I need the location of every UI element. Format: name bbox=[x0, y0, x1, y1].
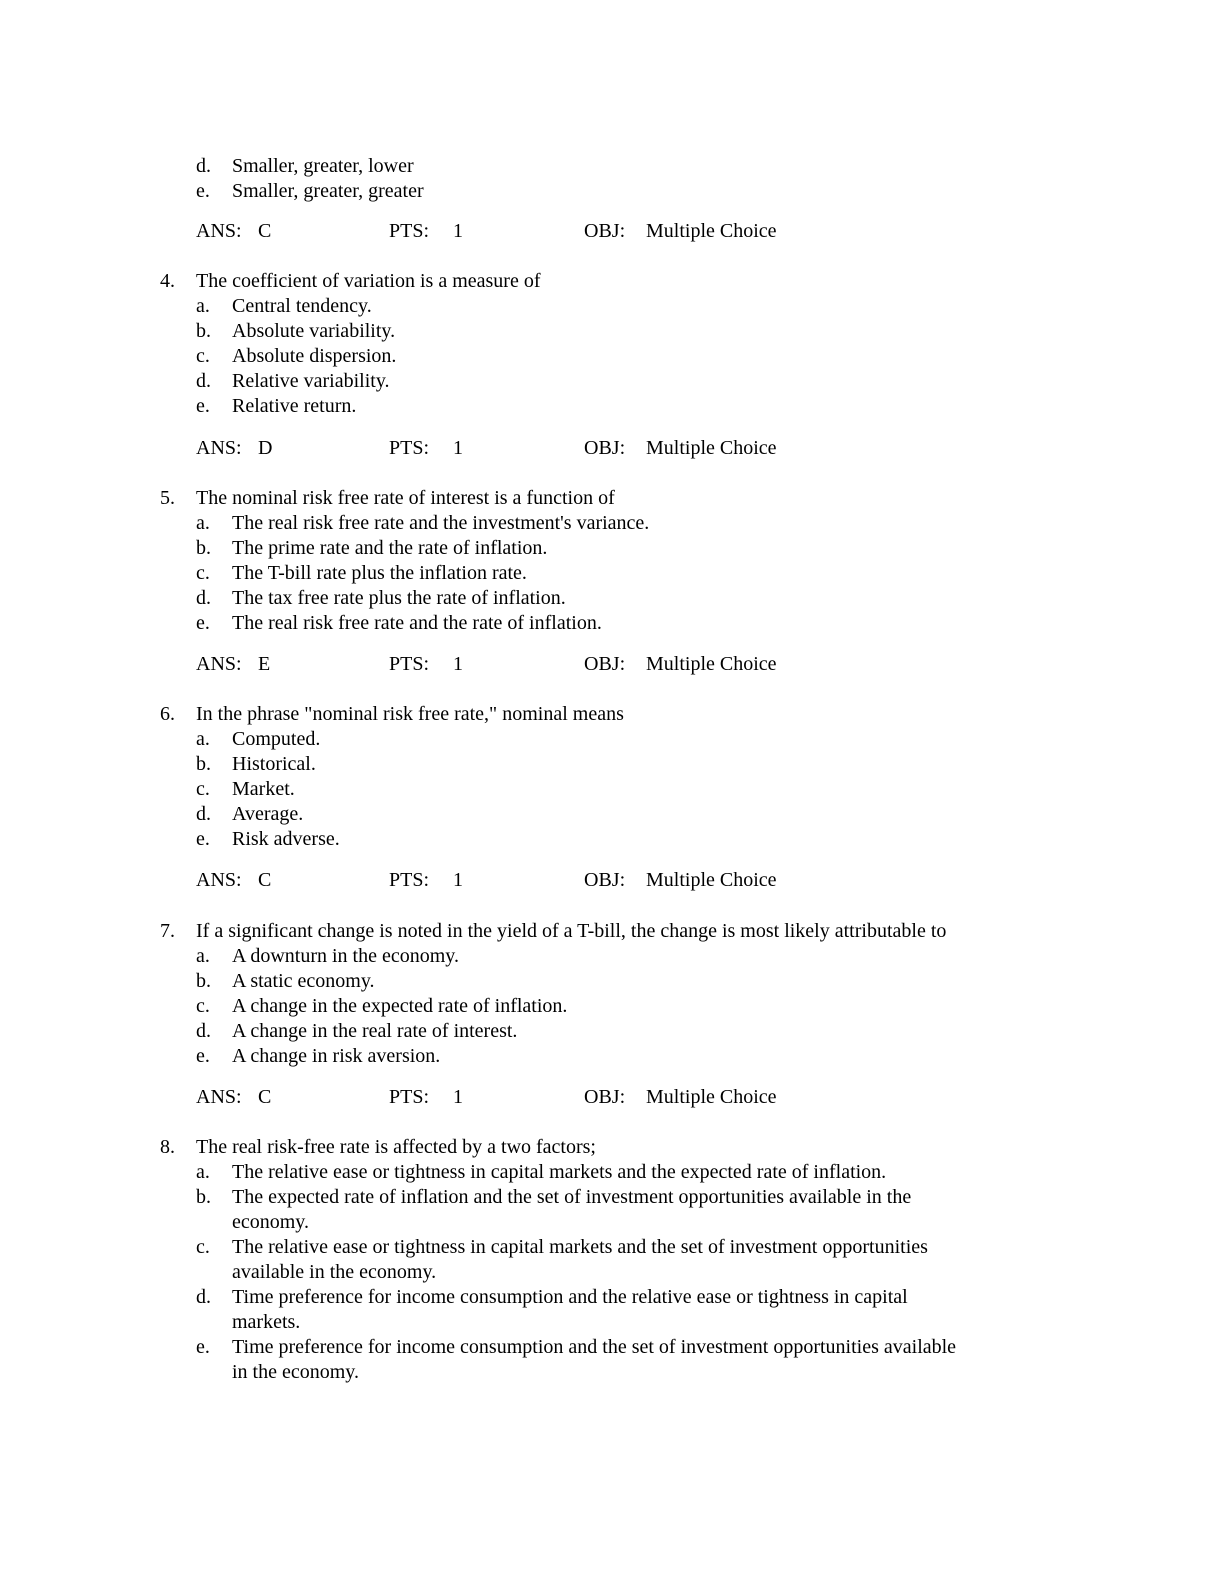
option-letter: c. bbox=[196, 562, 210, 584]
option-letter: d. bbox=[196, 155, 211, 177]
option-letter: c. bbox=[196, 1236, 210, 1258]
option-letter: a. bbox=[196, 512, 210, 534]
question-number: 8. bbox=[160, 1136, 175, 1158]
option-text: Central tendency. bbox=[232, 295, 372, 317]
option-text: Average. bbox=[232, 803, 304, 825]
option-text: Time preference for income consumption and the relative ease or tightness in capital bbox=[232, 1286, 908, 1308]
option-text: Absolute variability. bbox=[232, 320, 396, 342]
option-letter: a. bbox=[196, 1161, 210, 1183]
option-text: Historical. bbox=[232, 753, 316, 775]
question-number: 4. bbox=[160, 270, 175, 292]
option-letter: e. bbox=[196, 1045, 210, 1067]
option-letter: c. bbox=[196, 995, 210, 1017]
obj-value: Multiple Choice bbox=[646, 1086, 777, 1108]
option-text: Absolute dispersion. bbox=[232, 345, 397, 367]
question-text: In the phrase "nominal risk free rate," nominal means bbox=[196, 703, 624, 725]
pts-value: 1 bbox=[453, 220, 463, 242]
option-text: The relative ease or tightness in capital markets and the expected rate of inflation. bbox=[232, 1161, 887, 1183]
option-letter: e. bbox=[196, 612, 210, 634]
option-text-continued: economy. bbox=[232, 1211, 310, 1233]
obj-label: OBJ: bbox=[584, 869, 626, 891]
obj-value: Multiple Choice bbox=[646, 653, 777, 675]
option-text-continued: available in the economy. bbox=[232, 1261, 437, 1283]
option-text: Risk adverse. bbox=[232, 828, 340, 850]
option-text: Relative variability. bbox=[232, 370, 390, 392]
question-number: 6. bbox=[160, 703, 175, 725]
option-text: The real risk free rate and the investment's variance. bbox=[232, 512, 650, 534]
pts-value: 1 bbox=[453, 1086, 463, 1108]
option-letter: a. bbox=[196, 295, 210, 317]
option-text: The prime rate and the rate of inflation. bbox=[232, 537, 548, 559]
option-letter: c. bbox=[196, 778, 210, 800]
obj-label: OBJ: bbox=[584, 653, 626, 675]
ans-label: ANS: bbox=[196, 437, 242, 459]
obj-label: OBJ: bbox=[584, 1086, 626, 1108]
obj-label: OBJ: bbox=[584, 220, 626, 242]
option-text: Smaller, greater, greater bbox=[232, 180, 424, 202]
obj-value: Multiple Choice bbox=[646, 869, 777, 891]
ans-value: D bbox=[258, 437, 273, 459]
option-letter: b. bbox=[196, 320, 211, 342]
option-text: A change in the real rate of interest. bbox=[232, 1020, 518, 1042]
option-text: Smaller, greater, lower bbox=[232, 155, 414, 177]
ans-value: E bbox=[258, 653, 271, 675]
option-text: Computed. bbox=[232, 728, 321, 750]
pts-label: PTS: bbox=[389, 653, 430, 675]
option-letter: b. bbox=[196, 970, 211, 992]
option-letter: d. bbox=[196, 1286, 211, 1308]
pts-label: PTS: bbox=[389, 220, 430, 242]
question-text: The coefficient of variation is a measure of bbox=[196, 270, 541, 292]
option-text: A change in the expected rate of inflation. bbox=[232, 995, 568, 1017]
obj-value: Multiple Choice bbox=[646, 437, 777, 459]
option-text: The expected rate of inflation and the set of investment opportunities available in the bbox=[232, 1186, 912, 1208]
obj-label: OBJ: bbox=[584, 437, 626, 459]
option-letter: e. bbox=[196, 180, 210, 202]
option-text: A downturn in the economy. bbox=[232, 945, 460, 967]
option-letter: d. bbox=[196, 1020, 211, 1042]
option-text: The tax free rate plus the rate of inflation. bbox=[232, 587, 566, 609]
option-text: The T-bill rate plus the inflation rate. bbox=[232, 562, 527, 584]
option-text: Market. bbox=[232, 778, 295, 800]
pts-label: PTS: bbox=[389, 869, 430, 891]
ans-label: ANS: bbox=[196, 653, 242, 675]
pts-label: PTS: bbox=[389, 1086, 430, 1108]
option-text-continued: in the economy. bbox=[232, 1361, 360, 1383]
question-number: 7. bbox=[160, 920, 175, 942]
question-text: The nominal risk free rate of interest is a function of bbox=[196, 487, 615, 509]
pts-label: PTS: bbox=[389, 437, 430, 459]
option-letter: d. bbox=[196, 587, 211, 609]
option-letter: b. bbox=[196, 1186, 211, 1208]
option-text: Relative return. bbox=[232, 395, 357, 417]
option-text: The relative ease or tightness in capital markets and the set of investment opportunities bbox=[232, 1236, 928, 1258]
question-text: If a significant change is noted in the yield of a T-bill, the change is most likely attributable to bbox=[196, 920, 947, 942]
ans-label: ANS: bbox=[196, 869, 242, 891]
ans-label: ANS: bbox=[196, 1086, 242, 1108]
question-number: 5. bbox=[160, 487, 175, 509]
option-letter: d. bbox=[196, 803, 211, 825]
option-letter: a. bbox=[196, 728, 210, 750]
option-letter: d. bbox=[196, 370, 211, 392]
question-text: The real risk-free rate is affected by a two factors; bbox=[196, 1136, 596, 1158]
ans-label: ANS: bbox=[196, 220, 242, 242]
option-letter: b. bbox=[196, 753, 211, 775]
pts-value: 1 bbox=[453, 437, 463, 459]
pts-value: 1 bbox=[453, 869, 463, 891]
option-letter: b. bbox=[196, 537, 211, 559]
option-letter: a. bbox=[196, 945, 210, 967]
obj-value: Multiple Choice bbox=[646, 220, 777, 242]
ans-value: C bbox=[258, 220, 272, 242]
option-text-continued: markets. bbox=[232, 1311, 301, 1333]
option-letter: c. bbox=[196, 345, 210, 367]
option-letter: e. bbox=[196, 1336, 210, 1358]
option-text: A change in risk aversion. bbox=[232, 1045, 441, 1067]
option-letter: e. bbox=[196, 828, 210, 850]
ans-value: C bbox=[258, 869, 272, 891]
option-letter: e. bbox=[196, 395, 210, 417]
option-text: Time preference for income consumption and the set of investment opportunities available bbox=[232, 1336, 957, 1358]
ans-value: C bbox=[258, 1086, 272, 1108]
option-text: The real risk free rate and the rate of inflation. bbox=[232, 612, 602, 634]
option-text: A static economy. bbox=[232, 970, 375, 992]
pts-value: 1 bbox=[453, 653, 463, 675]
